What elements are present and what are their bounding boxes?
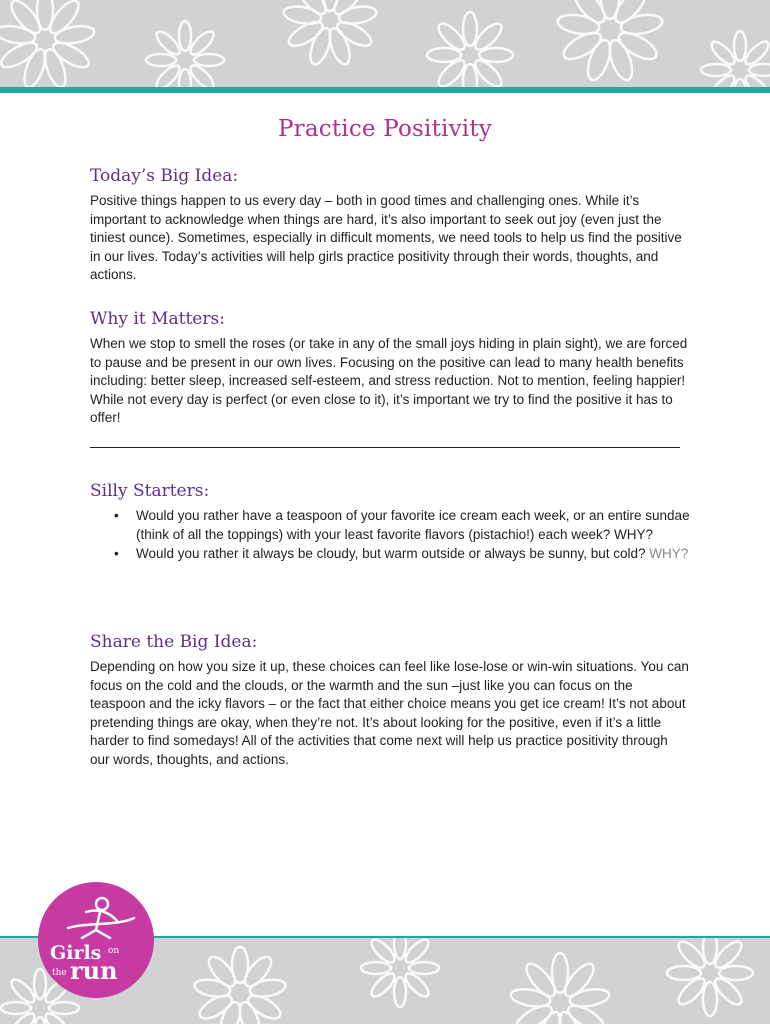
section-silly-starters bbox=[90, 481, 690, 565]
logo-run-text: run bbox=[70, 956, 118, 985]
bullet-icon: • bbox=[114, 508, 119, 523]
text-why-matters: When we stop to smell the roses (or take in any of the small joys hiding in plain sight), we are forced to pause and be present in our own lives. Focusing on the positive can lead to many health benefits including: better sleep, increased self-esteem, and stress reduction. Not to mention, feeling happier! While not every day is perfect (or even close to it), it’s important we try to find the positive it has to offer! bbox=[90, 336, 688, 426]
logo-girls-text: Girls bbox=[50, 942, 102, 964]
page-title: Practice Positivity bbox=[277, 116, 492, 142]
heading-why-matters: Why it Matters: bbox=[90, 309, 225, 329]
top-floral-band bbox=[0, 0, 770, 88]
section-big-idea bbox=[90, 166, 690, 285]
text-big-idea: Positive things happen to us every day – both in good times and challenging ones. While it’s important to acknowledge when things are hard, it’s also important to seek out joy (even just the tiniest ounce). Sometimes, especially in difficult moments, we need tools to help us find the positive in our lives. Today’s activities will help girls practice positivity through their words, thoughts, and actions. bbox=[90, 193, 682, 283]
list-item bbox=[90, 507, 690, 544]
floral-pattern-icon bbox=[0, 0, 770, 88]
logo-the-text: the bbox=[52, 968, 67, 978]
bullet-text: Would you rather have a teaspoon of your favorite ice cream each week, or an entire sundae (think of all the toppings) with your least favorite flavors (pistachio!) each week? WHY? bbox=[136, 508, 690, 542]
bullet-icon: • bbox=[114, 546, 119, 562]
section-share bbox=[90, 632, 690, 770]
bullet-text: Would you rather it always be cloudy, but warm outside or always be sunny, but cold? bbox=[136, 546, 650, 562]
logo-on-text: on bbox=[108, 946, 120, 956]
heading-big-idea: Today’s Big Idea: bbox=[90, 166, 239, 186]
text-share: Depending on how you size it up, these choices can feel like lose-lose or win-win situations. You can focus on the cold and the clouds, or the warmth and the sun –just like you can focus on the teaspoon and the icky flavors – or the fact that either choice means you get ice cream! It’s not about pretending things are okay, when they’re not. It’s about looking for the positive, even if it’s a little harder to find somedays! All of the activities that come next will help us practice positivity through our words, thoughts, and actions. bbox=[90, 659, 689, 767]
silly-starters-list bbox=[90, 507, 690, 564]
divider-line bbox=[90, 447, 680, 448]
top-teal-stripe bbox=[0, 87, 770, 93]
section-why-matters bbox=[90, 309, 690, 428]
heading-share: Share the Big Idea: bbox=[90, 632, 258, 652]
list-item bbox=[90, 545, 690, 564]
girls-on-the-run-logo bbox=[38, 882, 154, 998]
bullet-text-tail: WHY? bbox=[649, 546, 689, 562]
heading-silly-starters: Silly Starters: bbox=[90, 481, 210, 501]
